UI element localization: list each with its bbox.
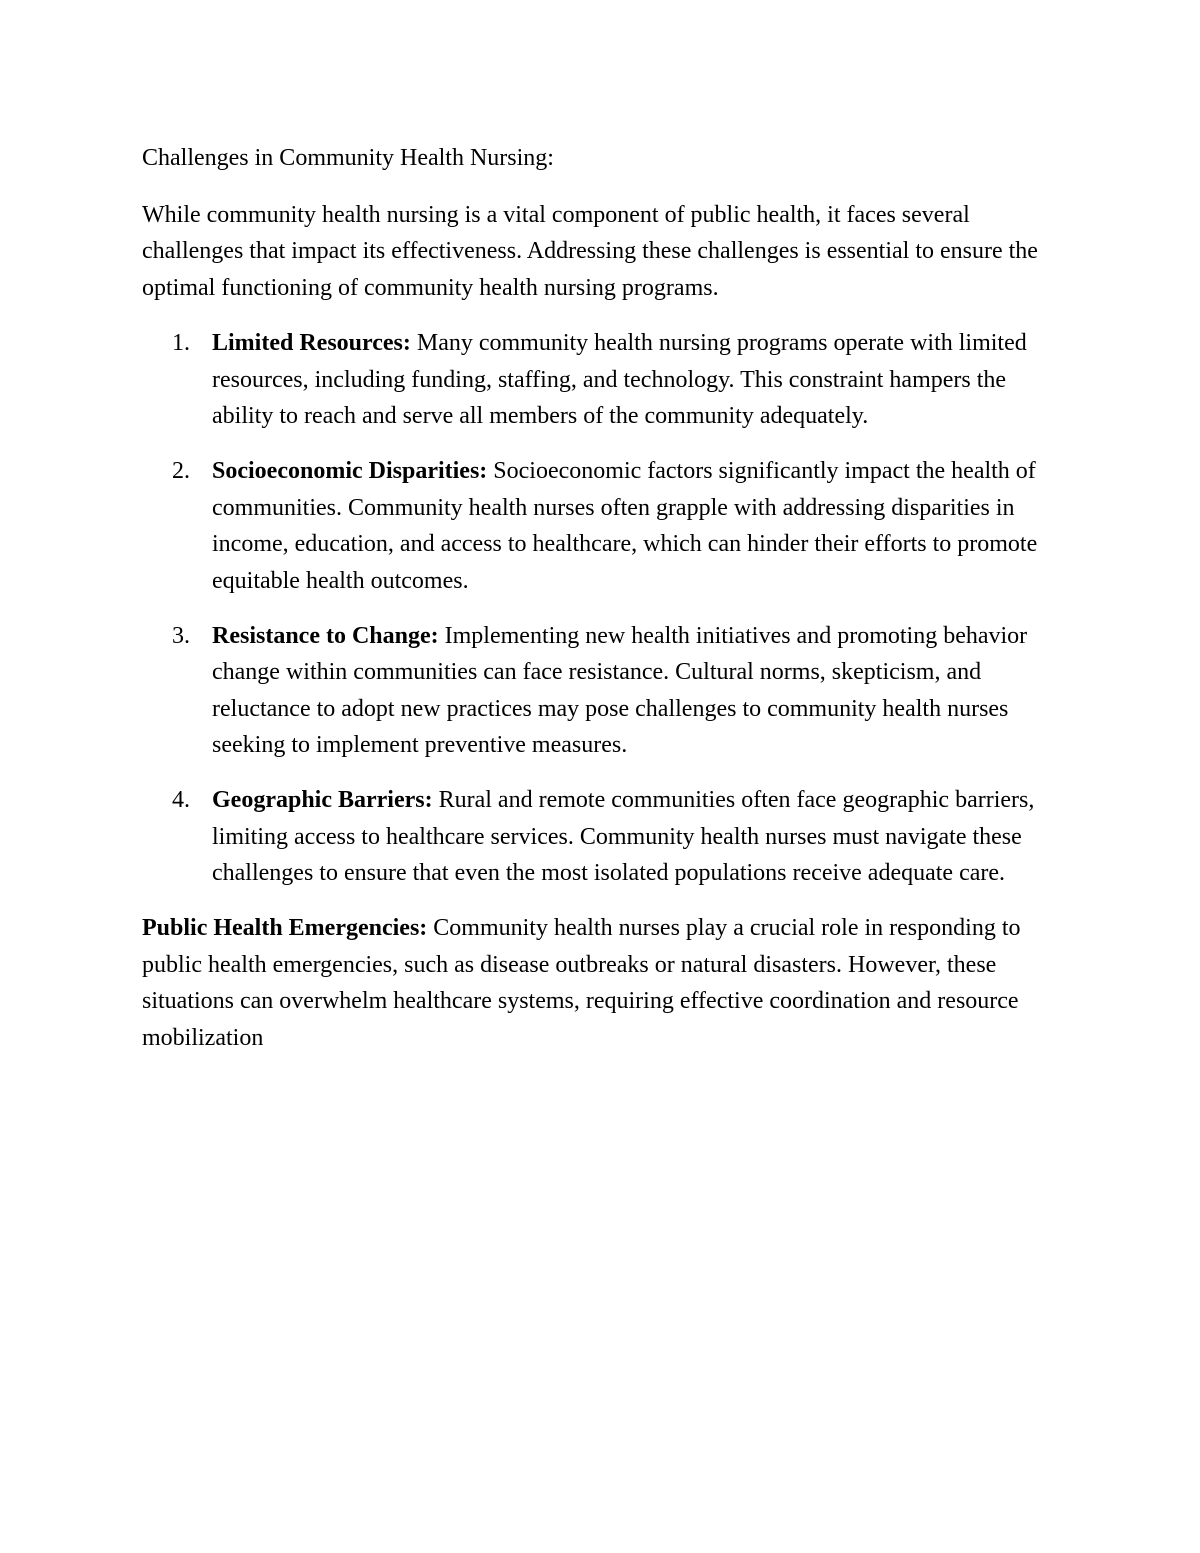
closing-paragraph: [142, 910, 1062, 1056]
closing-text: Community health nurses play a crucial role in responding to public health emergencies, such as disease outbreaks or natural disasters. However, these situations can overwhelm healthcare systems, requiring effective coordination and resource mobilization: [142, 915, 1021, 1051]
list-item: [142, 782, 1062, 892]
list-item-number: 1.: [172, 330, 190, 356]
list-item-number: 2.: [172, 458, 190, 484]
list-item-term: Resistance to Change:: [212, 622, 439, 649]
list-item-term: Socioeconomic Disparities:: [212, 458, 488, 484]
closing-term: Public Health Emergencies:: [142, 915, 428, 941]
list-item-number: 4.: [172, 787, 190, 813]
list-item-text: Many community health nursing programs operate with limited resources, including funding, staffing, and technology. This constraint hampers the ability to reach and serve all members of the community adequately.: [212, 330, 1027, 429]
list-item-number: 3.: [172, 622, 190, 649]
list-item: [142, 453, 1062, 599]
list-item-text: Socioeconomic factors significantly impact the health of communities. Community health nurses often grapple with addressing disparities in income, education, and access to healthcare, which can hinder their efforts to promote equitable health outcomes.: [212, 458, 1038, 594]
challenges-list: [142, 325, 1062, 892]
list-item-text: Rural and remote communities often face geographic barriers, limiting access to healthcare services. Community health nurses must navigate these challenges to ensure that even the most isolated populations receive adequate care.: [212, 787, 1035, 886]
list-item: [142, 618, 1062, 764]
list-item-term: Limited Resources:: [212, 330, 411, 356]
intro-paragraph: While community health nursing is a vital component of public health, it faces several challenges that impact its effectiveness. Addressing these challenges is essential to ensure the optimal functioning of community health nursing programs.: [142, 201, 1038, 301]
list-item-text: Implementing new health initiatives and promoting behavior change within communities can face resistance. Cultural norms, skepticism, and reluctance to adopt new practices may pose challenges to community health nurses seeking to implement preventive measures.: [212, 622, 1028, 758]
list-item: [142, 325, 1062, 435]
document-body: [142, 140, 1062, 1056]
list-item-term: Geographic Barriers:: [212, 787, 433, 813]
document-title: Challenges in Community Health Nursing:: [142, 145, 554, 171]
